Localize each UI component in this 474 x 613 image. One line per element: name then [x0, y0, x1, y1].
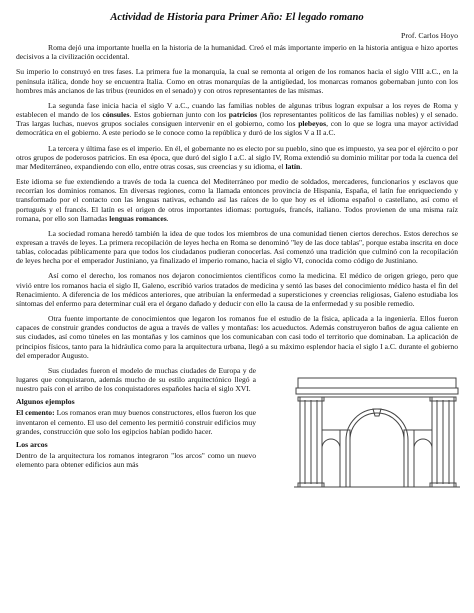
text-span: , con lo que se logra una mayor actividad democrática en el gobierno. A este periodo se le conoce como la república y duró de los siglos V a II a.C. — [16, 119, 458, 138]
arch-side-opening-left — [322, 439, 340, 487]
term-latin: latín — [285, 161, 301, 171]
text-span: . Estos gobiernan junto con los — [129, 110, 229, 120]
term-patricios: patricios — [228, 110, 258, 120]
arch-inner-pier-left — [340, 430, 350, 487]
text-span: Los romanos eran muy buenos constructores, ellos fueron los que inventaron el cemento. El uso del cemento les permitió construir edificios muy grandes, construcción que solo los egipcios habían podido hacer. — [16, 408, 257, 436]
term-lenguas-romances: lenguas romances — [109, 213, 167, 223]
term-cemento: El cemento: — [16, 408, 55, 418]
text-span: La tercera y última fase es el imperio. En él, el gobernante no es electo por su pueblo, sino que es impuesto, ya sea por el ejército o por otros grupos de poderosos patricios. En esa época, que duró del siglo I a.C. al siglo IV, Roma extendió su dominio militar por toda la cuenca del mar Mediterráneo, expandiendo con ello, entre otras cosas, sus creencias y su idioma, el — [16, 143, 458, 171]
arch-attic — [298, 378, 456, 388]
bottom-text-column — [16, 366, 256, 470]
text-span: . — [300, 161, 303, 171]
arch-central-opening — [350, 413, 404, 487]
paragraph-cities: Sus ciudades fueron el modelo de muchas ciudades de Europa y de lugares que conquistaron, además mucho de su estilo arquitectónico llegó a nuestro país con el arribo de los conquistadores españoles hacia el siglo XVI. — [16, 365, 256, 394]
paragraph-cement — [16, 408, 256, 435]
text-span: (los representantes políticos de las familias nobles) y el senado. Tras largas luchas, nuevos grupos sociales consiguen intervenir en el gobierno, como los — [16, 110, 458, 129]
document-author: Prof. Carlos Hoyo — [401, 31, 458, 40]
paragraph-medicine: Así como el derecho, los romanos nos dejaron conocimientos científicos como la medicina. El médico de origen griego, pero que vivió entre los romanos hacia el siglo II, Galeno, escribió varios tratados de medicina y sentó las bases del conocimiento médico hasta el fin del Renacimiento. A diferencia de los médicos anteriores, que atribuían la enfermedad a supersticiones y creencias religiosas, Galeno estudiaba los síntomas del enfermo para determinar cuál era el órgano dañado y deducir con ello la causa de la enfermedad y su posible remedio. — [16, 271, 458, 308]
section-heading-arcs: Los arcos — [16, 439, 48, 449]
paragraph-engineering: Otra fuente importante de conocimientos que legaron los romanos fue el estudio de la física, aplicada a la ingeniería. Ellos fueron capaces de construir grandes conductos de agua a través de valles y montañas: los acueductos. Además construyeron baños de agua caliente en sus ciudades, así como túneles en las montañas y los caminos que los comunicaban con casi todo el territorio que dominaban. La aplicación de principios físicos, tanto para la hidráulica como para la arquitectura urbana, llegó a su máximo esplendor hacia el siglo I a.C. durante el gobierno del emperador Augusto. — [16, 314, 458, 360]
paragraph-intro: Roma dejó una importante huella en la historia de la humanidad. Creó el más importante imperio en la historia antigua e hizo aportes decisivos a la civilización occidental. — [16, 43, 458, 62]
term-consules: cónsules — [102, 110, 130, 120]
paragraph-republic — [16, 101, 458, 138]
text-span: Este idioma se fue extendiendo a través de toda la cuenca del Mediterráneo por medio de soldados, mercaderes, funcionarios y esclavos que recorrían los dominios romanos. En diversas regiones, como la llamada entonces provincia de Hispania, España, el latín fue enriqueciendo y transformado por el contacto con las lenguas nativas, echando así las raíces de lo que hoy es el idioma español o castellano, así como el portugués y el francés. El latín es el origen de otros importantes idiomas: portugués, francés, italiano. Todos provienen de una misma raíz romana, por ello son llamadas — [16, 177, 458, 223]
term-plebeyos: plebeyos — [298, 119, 327, 129]
arch-cornice — [296, 388, 458, 394]
paragraph-monarchy: Su imperio lo construyó en tres fases. La primera fue la monarquía, la cual se remonta al origen de los romanos hacia el siglo VIII a.C., en la península itálica, donde hoy se encuentra Italia. Como en otras monarquías de la antigüedad, los monarcas romanos gobernaban junto con los hombres más ancianos de las tribus (reunidos en el senado) y con otros representantes de las mismas. — [16, 67, 458, 95]
paragraph-language — [16, 177, 458, 223]
document-title: Actividad de Historia para Primer Año: El legado romano — [110, 12, 364, 23]
bottom-section — [16, 366, 458, 486]
roman-arch-illustration — [292, 370, 462, 490]
paragraph-law: La sociedad romana heredó también la idea de que todos los miembros de una comunidad tienen ciertos derechos. Estos derechos se expresan a través de leyes. La primera recopilación de leyes hecha en Roma se denominó "ley de las doce tablas", porque estaba inscrita en doce tablas, colocadas públicamente para que todos los ciudadanos pudieran conocerlas. Así comenzó una tradición que culminó con la recopilación de leyes hecha por el emperador Justiniano, ya finalizado el imperio romano, hacia el siglo VI, conocida como código de Justiniano. — [16, 228, 458, 266]
section-heading-examples: Algunos ejemplos — [16, 397, 75, 407]
paragraph-empire — [16, 144, 458, 171]
arch-side-opening-right — [414, 439, 432, 487]
text-span: . — [166, 213, 169, 223]
arch-inner-pier-right — [404, 430, 414, 487]
text-span: La segunda fase inicia hacia el siglo V a.C., cuando las familias nobles de algunas tribus logran expulsar a los reyes de Roma y establecen el mando de los — [16, 100, 458, 120]
paragraph-arcs: Dentro de la arquitectura los romanos integraron "los arcos" como un nuevo elemento para obtener edificios aun más — [16, 451, 256, 470]
